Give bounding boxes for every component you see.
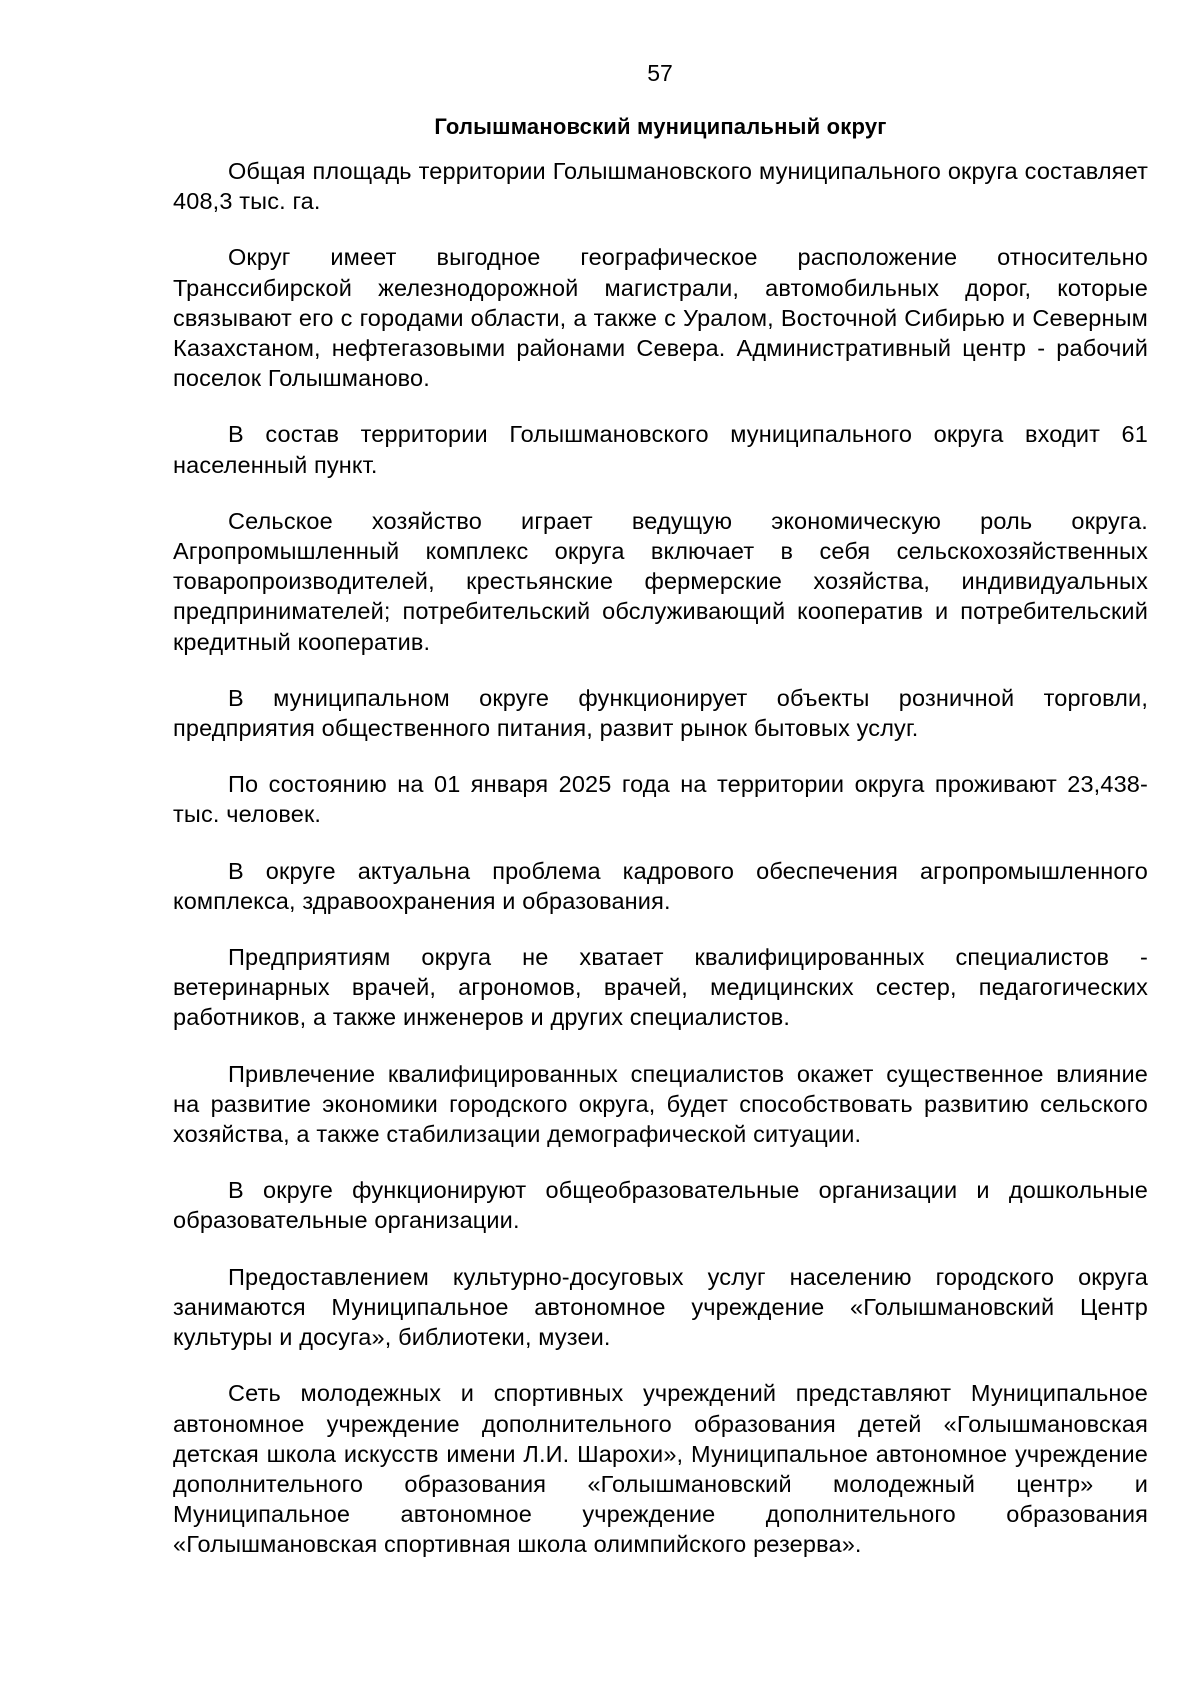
paragraph-youth-sports: Сеть молодежных и спортивных учреждений представляют Муниципальное автономное учреждение дополнительного образования детей «Голышмановская детская школа искусств имени Л.И. Шарохи», Муниципальное автономное учреждение дополнительного образования «Голышмановский молодежный центр» и Муниципальное автономное учреждение дополнительного образования «Голышмановская спортивная школа олимпийского резерва». [173,1380,1148,1558]
document-body [173,112,1148,1586]
section-title: Голышмановский муниципальный округ [434,114,887,139]
paragraph-area: Общая площадь территории Голышмановского муниципального округа составляет 408,3 тыс. га. [173,158,1148,215]
paragraph-culture: Предоставлением культурно-досуговых услуг населению городского округа занимаются Муниципальное автономное учреждение «Голышмановский Центр культуры и досуга», библиотеки, музеи. [173,1263,1148,1351]
paragraph-trade: В муниципальном округе функционирует объекты розничной торговли, предприятия общественного питания, развит рынок бытовых услуг. [173,684,1148,742]
page-number: 57 [647,60,673,86]
paragraph-location: Округ имеет выгодное географическое расположение относительно Транссибирской железнодорожной магистрали, автомобильных дорог, которые связывают его с городами области, а также с Уралом, Восточной Сибирью и Северным Казахстаном, нефтегазовыми районами Севера. Административный центр - рабочий поселок Голышманово. [173,244,1148,392]
paragraph-education: В округе функционируют общеобразовательные организации и дошкольные образовательные организации. [173,1177,1148,1234]
paragraph-population: По состоянию на 01 января 2025 года на территории округа проживают 23,438-тыс. человек. [173,771,1148,828]
paragraph-specialists-shortage: Предприятиям округа не хватает квалифицированных специалистов - ветеринарных врачей, агрономов, врачей, медицинских сестер, педагогических работников, а также инженеров и других специалистов. [173,944,1148,1031]
paragraph-specialists-impact: Привлечение квалифицированных специалистов окажет существенное влияние на развитие экономики городского округа, будет способствовать развитию сельского хозяйства, а также стабилизации демографической ситуации. [173,1060,1148,1148]
paragraph-staffing-problem: В округе актуальна проблема кадрового обеспечения агропромышленного комплекса, здравоохранения и образования. [173,857,1148,914]
paragraph-agriculture: Сельское хозяйство играет ведущую экономическую роль округа. Агропромышленный комплекс округа включает в себя сельскохозяйственных товаропроизводителей, крестьянские фермерские хозяйства, индивидуальных предпринимателей; потребительский обслуживающий кооператив и потребительский кредитный кооператив. [173,507,1148,655]
paragraph-settlements: В состав территории Голышмановского муниципального округа входит 61 населенный пункт. [173,421,1148,478]
